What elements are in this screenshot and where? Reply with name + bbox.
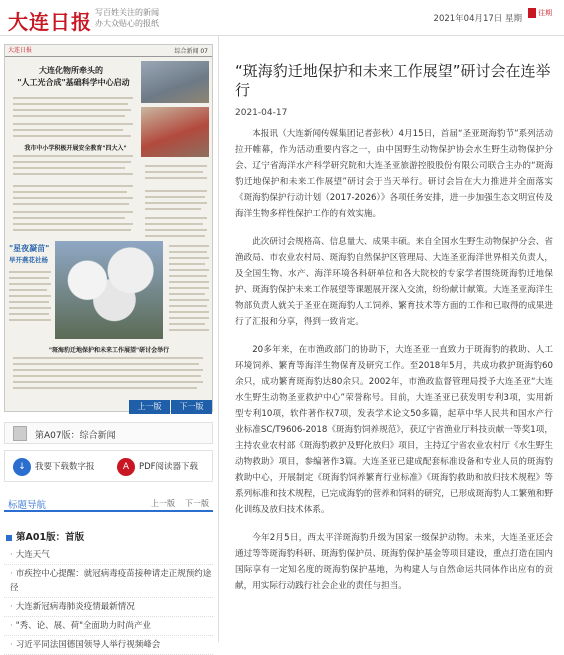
article-paragraph: 本报讯（大连新闻传媒集团记者彭秋）4月15日，首届“圣亚斑海豹节”系列活动拉开帷幕，作为活动重要内容之一，由中国野生动物保护协会水生野生动物保护分会、辽宁省海洋水产科学研究院和大连圣亚旅游控股股份有限公司联合主办的“斑海豹迁地保护和未来工作展望”研讨会于当天举行。研讨会旨在大力推进并全面落实《斑海豹保护行动计划（2017-2026）》各项任务安排，进一步加强生态文明宣传及海洋生物多样性保护工作的有效实施。 [235, 129, 553, 219]
article-title: “斑海豹迁地保护和未来工作展望”研讨会在连举行 [235, 62, 551, 99]
section-bullet-icon [6, 535, 12, 541]
article-panel [219, 36, 564, 642]
article-date: 2021-04-17 [235, 108, 288, 118]
prev-page-button[interactable]: 上一版 [129, 400, 170, 414]
archive-icon [528, 8, 536, 18]
current-edition[interactable] [4, 422, 213, 444]
list-item[interactable]: · 习近平同法国德国领导人举行视频峰会 [4, 636, 213, 655]
paper-photo-1 [141, 61, 209, 103]
list-item[interactable]: · 市疾控中心提醒：就冠病毒疫苗接种请走正规预约途径 [4, 565, 213, 598]
download-bar [4, 450, 213, 482]
article-body [235, 126, 553, 606]
article-paragraph: 20多年来，在市渔政部门的协助下，大连圣亚一直致力于斑海豹的救助、人工环境饲养、繁育等海洋生物保育及研究工作。至2018年5月，共成功救护斑海豹60余只，成功繁育斑海豹达80余只。2002年，市渔政监督管理局授予大连圣亚“大连水生野生动物圣亚救护中心”荣誉称号。目前，大连圣亚已获发明专利3项，实用新型专利10项，软件著作权7项，发表学术论文50多篇，起草中华人民共和国水产行业标准SC/T9606-2018《斑海豹饲养规范》，获辽宁省渔业厅科技贡献一等奖1项，主持农业农村部《斑海豹救护及野化放归》项目，主持辽宁省农业农村厅《水生野生动物救助》项目，参编著作3篇。大连圣亚已建成配套标准设备和专业人员的斑海豹救助中心，开展制定《斑海豹饲养繁育行业标准》《斑海豹救助和放归技术规程》等系列标准和技术规程，已完成海豹的营养和饲料的研究，已形成斑海豹人工繁殖和野化训练及放归技术体系。 [235, 345, 553, 515]
nav-section-title[interactable]: 第A01版：首版 [6, 529, 84, 543]
title-nav-heading: 标题导航 [8, 500, 47, 511]
list-item[interactable]: · 大连新冠病毒肺炎疫情最新情况 [4, 598, 213, 617]
nav-prev-link[interactable]: 上一版 [151, 499, 175, 508]
article-paragraph: 此次研讨会规格高、信息量大、成果丰硕。来自全国水生野生动物保护分会、省渔政局、市农业农村局、斑海豹自然保护区管理局、大连圣亚海洋世界相关负责人，及全国生物、水产、海洋环境各科研单位和各大院校的专家学者围绕斑海豹迁地保护、斑海豹保护未来工作展望等课题展开深入交流，纷纷献计献策。大连圣亚海洋生物部负责人就关于圣亚在斑海豹人工饲养、繁育技术等方面的工作和已取得的成果进行了汇报和分享，得到一致肯定。 [235, 237, 553, 327]
pdf-icon: A [117, 458, 135, 476]
title-nav-header [4, 494, 213, 512]
left-column [0, 36, 219, 650]
next-page-button[interactable]: 下一版 [171, 400, 212, 414]
article-paragraph: 今年2月5日，西太平洋斑海豹升级为国家一级保护动物。未来，大连圣亚还会通过等等斑海豹科研、斑海豹保护员、斑海豹保护基金等项目建设，重点打造在国内国际享有一定知名度的斑海豹保护基地，为构建人与自然命运共同体作出应有的贡献，用实际行动践行社会企业的责任与担当。 [235, 533, 553, 591]
download-icon: ↓ [13, 458, 31, 476]
paper-masthead: 大连日报 综合新闻 07 [5, 45, 212, 57]
download-pdf-reader-button[interactable]: A PDF阅读器下载 [117, 457, 198, 477]
site-slogan: 写百姓关注的新闻 办大众贴心的报纸 [95, 8, 159, 28]
paper-photo-2 [141, 107, 209, 157]
paper-headline-5[interactable]: 早开燕花社杨 [9, 256, 48, 264]
paper-headline-3[interactable]: 我市中小学积极开展安全教育"四大入" [24, 145, 127, 152]
archive-link[interactable]: 往期 [528, 8, 556, 28]
list-item[interactable]: · "秀、论、展、荷"全面助力时尚产业 [4, 617, 213, 636]
page-pager [129, 400, 213, 414]
site-logo[interactable]: 大连日报 [8, 10, 92, 34]
list-item[interactable]: · 大连天气 [4, 546, 213, 565]
newspaper-page-image[interactable] [4, 44, 213, 412]
edition-thumbnail-icon [13, 426, 27, 441]
paper-headline-4[interactable]: "星夜凝苗" [9, 244, 50, 253]
paper-photo-3 [55, 241, 163, 339]
nav-next-link[interactable]: 下一版 [185, 499, 209, 508]
edition-label: 第A07版：综合新闻 [35, 431, 116, 441]
site-header [0, 0, 564, 36]
nav-article-list [4, 546, 213, 655]
paper-headline-6[interactable]: "斑海豹迁地保护和未来工作展望"研讨会举行 [48, 347, 170, 354]
current-date: 2021年04月17日 星期 [433, 14, 522, 24]
paper-headline-2[interactable]: "人工光合成"基础科学中心启动 [17, 78, 130, 87]
download-paper-button[interactable]: ↓ 我要下载数字报 [13, 457, 95, 477]
paper-headline-1[interactable]: 大连化物所牵头的 [39, 66, 103, 75]
